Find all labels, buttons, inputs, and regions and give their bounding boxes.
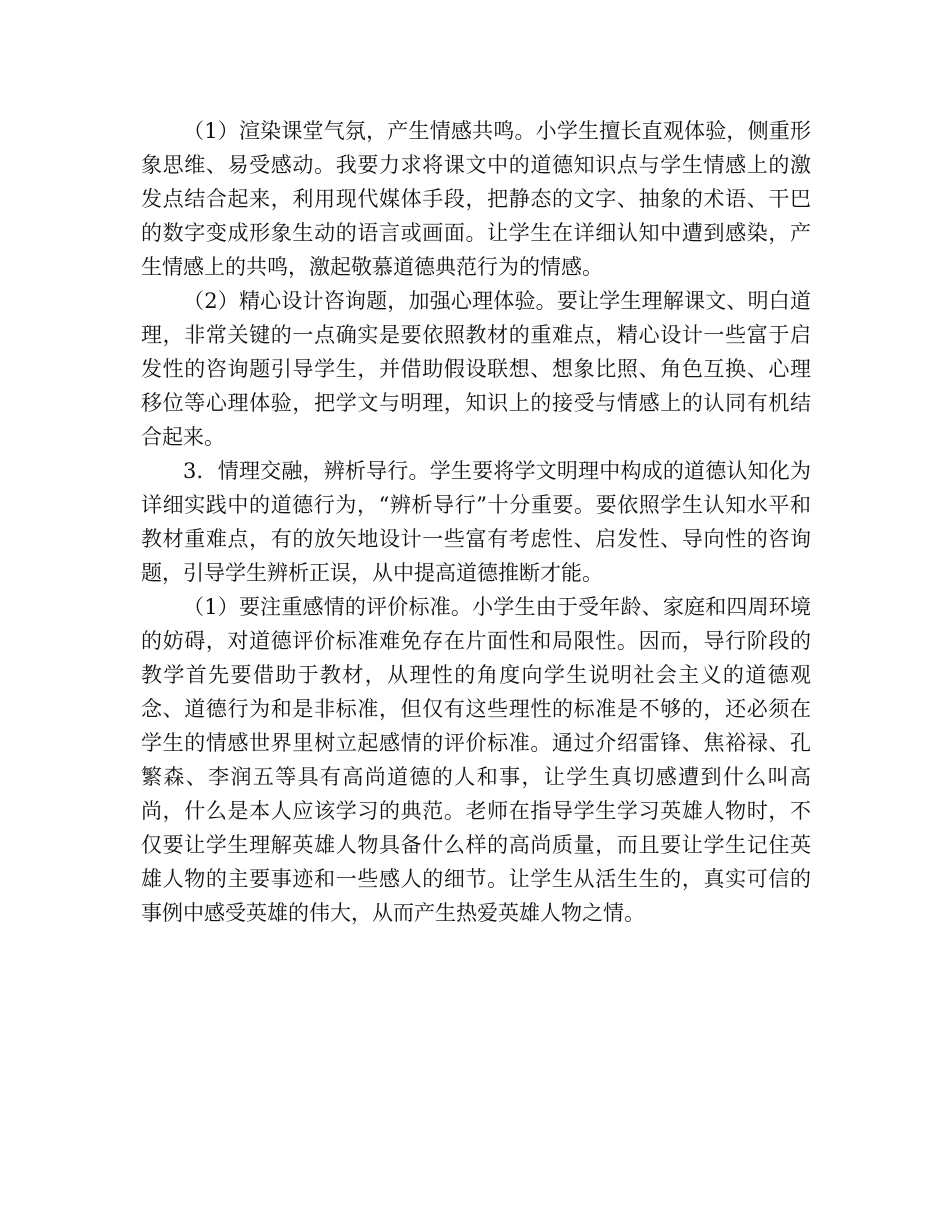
paragraph-2: （2）精心设计咨询题，加强心理体验。要让学生理解课文、明白道理，非常关键的一点确实是要依照教材的重难点，精心设计一些富于启发性的咨询题引导学生，并借助假设联想、想象比照、角色互换、心理移位等心理体验，把学文与明理，知识上的接受与情感上的认同有机结合起来。 (141, 289, 811, 449)
paragraph-4: （1）要注重感情的评价标准。小学生由于受年龄、家庭和四周环境的妨碍，对道德评价标准难免存在片面性和局限性。因而，导行阶段的教学首先要借助于教材，从理性的角度向学生说明社会主义的道德观念、道德行为和是非标准，但仅有这些理性的标准是不够的，还必须在学生的情感世界里树立起感情的评价标准。通过介绍雷锋、焦裕禄、孔繁森、李润五等具有高尚道德的人和事，让学生真切感遭到什么叫高尚，什么是本人应该学习的典范。老师在指导学生学习英雄人物时，不仅要让学生理解英雄人物具备什么样的高尚质量，而且要让学生记住英雄人物的主要事迹和一些感人的细节。让学生从活生生的，真实可信的事例中感受英雄的伟大，从而产生热爱英雄人物之情。 (141, 595, 811, 925)
document-body (141, 114, 811, 930)
paragraph-1: （1）渲染课堂气氛，产生情感共鸣。小学生擅长直观体验，侧重形象思维、易受感动。我要力求将课文中的道德知识点与学生情感上的激发点结合起来，利用现代媒体手段，把静态的文字、抽象的术语、干巴的数字变成形象生动的语言或画面。让学生在详细认知中遭到感染，产生情感上的共鸣，激起敬慕道德典范行为的情感。 (141, 119, 811, 279)
paragraph-3: 3．情理交融，辨析导行。学生要将学文明理中构成的道德认知化为详细实践中的道德行为，“辨析导行”十分重要。要依照学生认知水平和教材重难点，有的放矢地设计一些富有考虑性、启发性、导向性的咨询题，引导学生辨析正误，从中提高道德推断才能。 (141, 459, 811, 585)
